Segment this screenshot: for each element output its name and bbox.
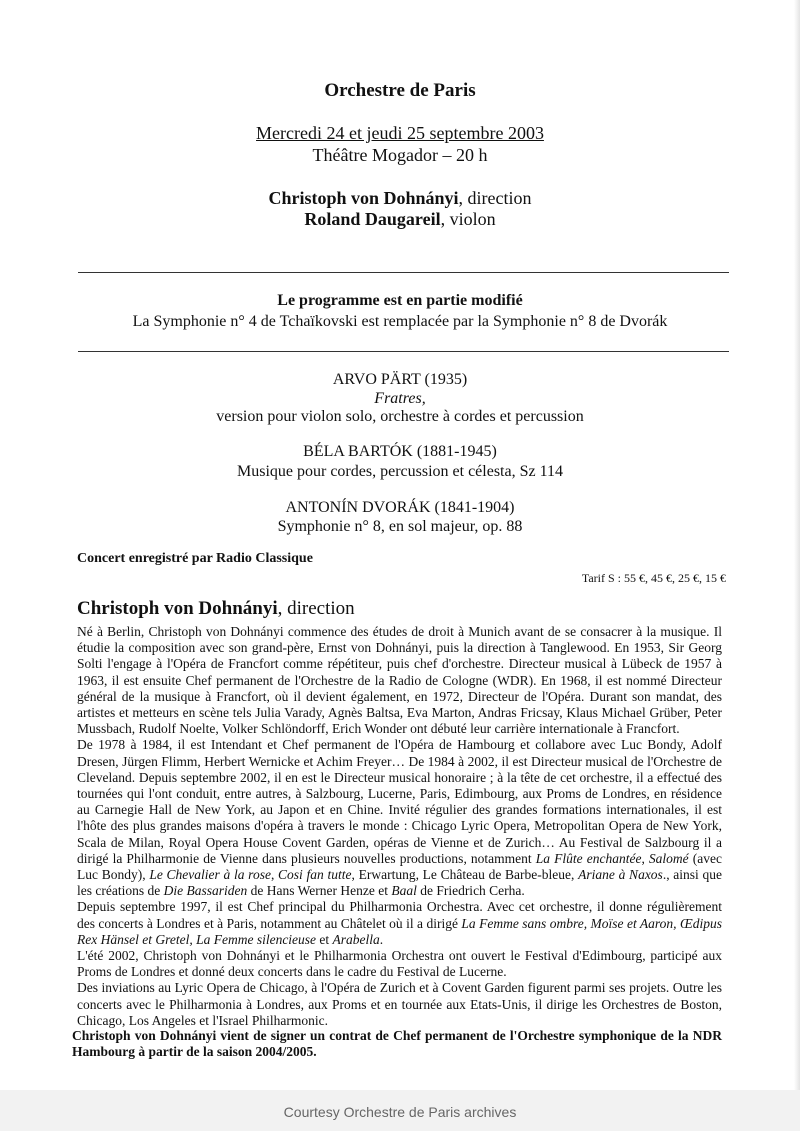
performer-conductor — [0, 188, 800, 209]
bio-p2-text-a: De 1978 à 1984, il est Intendant et Chef permanent de l'Opéra de Hambourg et collabore avec Luc Bondy, Adolf Dresen, Jürgen Flimm, Herbert Wernicke et Achim Freyer… De 1984 à 2002, il est Directeur musical de l'Orchestre de Cleveland. Depuis septembre 2002, il en est le Directeur musical honoraire ; à la tête de cet orchestre, il a effectué des tournées qui l'ont conduit, entre autres, à Salzbourg, Lucerne, Paris, Edimbourg, aux Proms de Londres, en résidence au Carnegie Hall de New York, au Japon et en Chine. Invité régulier des grandes formations internationales, il est l'hôte des plus grandes maisons d'opéra à travers le monde : Chicago Lyric Opera, Metropolitan Opera de New York, Scala de Milan, Royal Opera House Covent Garden, opéras de Vienne et de Zurich… Au Festival de Salzbourg il a dirigé la Philharmonie de Vienne dans plusieurs nouvelles productions, notamment — [77, 737, 722, 866]
biography — [77, 624, 722, 1029]
program-work-2: Musique pour cordes, percussion et célesta, Sz 114 — [237, 463, 563, 480]
final-announcement: Christoph von Dohnányi vient de signer un contrat de Chef permanent de l'Orchestre symphonique de la NDR Hambourg à partir de la saison 2004/2005. — [72, 1028, 722, 1059]
program-composer-2: BÉLA BARTÓK (1881-1945) — [303, 443, 497, 460]
bio-p2-text-e: , Erwartung, Le Château de Barbe-bleue, — [351, 867, 579, 883]
bio-p2-text-f: ., ainsi que les créations de — [77, 867, 722, 899]
change-notice-text: La Symphonie n° 4 de Tchaïkovski est remplacée par la Symphonie n° 8 de Dvorák — [132, 313, 668, 330]
bio-heading-name: Christoph von Dohnányi — [77, 598, 278, 619]
conductor-name: Christoph von Dohnányi — [268, 188, 459, 208]
soloist-name: Roland Daugareil — [304, 209, 441, 229]
divider-top — [78, 272, 729, 273]
bio-p2-work-5: Ariane à Naxos — [578, 867, 663, 883]
bio-p3-work-last: Arabella — [332, 931, 380, 947]
bio-p3-text-a: Depuis septembre 1997, il est Chef principal du Philharmonia Orchestra. Avec cet orchestre, il donne régulièrement des concerts à Londres et à Paris, notamment au Châtelet où il a dirigé — [77, 899, 722, 931]
bio-p2-work-6: Die Bassariden — [163, 883, 248, 899]
program-work-3: Symphonie n° 8, en sol majeur, op. 88 — [277, 518, 523, 535]
program-composer-1: ARVO PÄRT (1935) — [332, 371, 468, 388]
recording-note: Concert enregistré par Radio Classique — [77, 551, 313, 566]
bio-p3-text-c: . — [379, 931, 384, 947]
bio-p2-text-g: de Hans Werner Henze et — [247, 883, 392, 899]
bio-p2-work-7: Baal — [391, 883, 417, 899]
performer-soloist — [0, 209, 800, 230]
change-notice-heading: Le programme est en partie modifié — [277, 292, 523, 309]
bio-paragraph-1: Né à Berlin, Christoph von Dohnányi commence des études de droit à Munich avant de se consacrer à la musique. Il étudie la composition avec son grand-père, Ernst von Dohnányi, puis la direction à Tanglewood. En 1953, Sir Georg Solti l'engage à l'Opéra de Francfort comme répétiteur, puis chef d'orchestre. Directeur musical à Lübeck de 1957 à 1963, il est ensuite Chef permanent de l'Orchestre de la Radio de Cologne (WDR). En 1968, il est nommé Directeur général de la musique à Francfort, où il devient également, en 1972, Directeur de l'Opéra. Durant son mandat, des artistes et metteurs en scène tels Julia Varady, Agnès Baltsa, Eva Marton, Andras Fricsay, Klaus Michael Grüber, Peter Mussbach, Rudolf Noelte, Volker Schlöndorff, Erich Wonder ont débuté leur carrière internationale à Francfort. — [77, 624, 722, 737]
courtesy-caption: Courtesy Orchestre de Paris archives — [283, 1104, 517, 1120]
soloist-role: , violon — [440, 209, 496, 229]
bio-heading — [77, 598, 355, 620]
bio-p3-works: La Femme sans ombre, Moïse et Aaron, Œdipus Rex Hänsel et Gretel, La Femme silencieuse — [77, 915, 722, 947]
ticket-prices: Tarif S : 55 €, 45 €, 25 €, 15 € — [581, 571, 726, 585]
concert-venue: Théâtre Mogador – 20 h — [312, 145, 488, 165]
bio-paragraph-5: Des inviations au Lyric Opera de Chicago, à l'Opéra de Zurich et à Covent Garden figurent parmi ses projets. Outre les concerts avec le Philharmonia à Londres, aux Proms et en tournée aux Etats-Unis, il dirige les Orchestres de Boston, Chicago, Los Angeles et l'Israel Philharmonic. — [77, 980, 722, 1028]
bio-heading-role: , direction — [277, 598, 355, 619]
program-work-1: Fratres, — [374, 390, 426, 407]
bio-paragraph-3 — [77, 899, 722, 948]
conductor-role: , direction — [458, 188, 532, 208]
bio-p3-text-b: et — [316, 931, 333, 947]
bio-p2-work-2: Salomé — [648, 850, 689, 866]
bio-paragraph-2 — [77, 737, 722, 899]
bio-p2-text-b: , — [641, 850, 649, 866]
bio-p2-text-h: de Friedrich Cerha. — [416, 883, 525, 899]
program-detail-1: version pour violon solo, orchestre à cordes et percussion — [216, 408, 584, 425]
bio-p2-text-c: (avec Luc Bondy), — [77, 850, 722, 883]
program-composer-3: ANTONÍN DVORÁK (1841-1904) — [285, 499, 515, 516]
concert-dates: Mercredi 24 et jeudi 25 septembre 2003 — [256, 123, 544, 143]
page-edge-shadow — [794, 0, 800, 1131]
bio-p2-work-4: Cosi fan tutte — [278, 867, 352, 883]
divider-bottom — [78, 351, 729, 352]
bio-p2-text-d: , — [270, 867, 279, 883]
bio-p2-work-3: Le Chevalier à la rose — [149, 867, 271, 883]
bio-p2-work-1: La Flûte enchantée — [535, 850, 642, 866]
orchestra-title: Orchestre de Paris — [324, 80, 476, 101]
bio-paragraph-4: L'été 2002, Christoph von Dohnányi et le Philharmonia Orchestra ont ouvert le Festival d'Edimbourg, participé aux Proms de Londres et donné deux concerts dans le cadre du Festival de Lucerne. — [77, 948, 722, 980]
